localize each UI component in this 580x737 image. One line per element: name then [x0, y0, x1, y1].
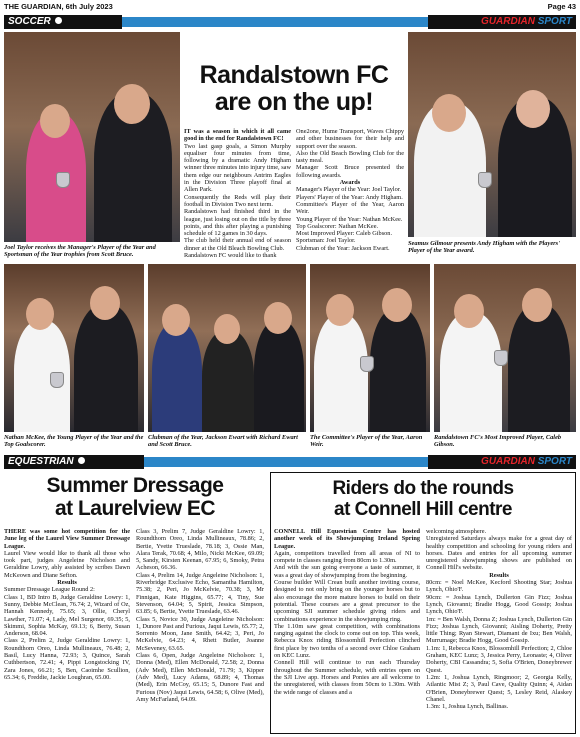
photo-jackson-ewart	[148, 264, 306, 432]
caption-andy-higham: Seamus Gilmour presents Andy Higham with the Players' Player of the Year award.	[408, 240, 560, 255]
dressage-article-col2: Class 3, Prelim 7, Judge Geraldine Lowry: 1, Roundthorn Oreo, Linda Mullineaux, 78.86; 2, Bertie, Yvette Trueslade, 78.18; 3, Ossie Man, Alara Terak, 70.68; 4, Milo, Nicki McKee, 69.09; 5, Sandy, Kirsten Keenan, 67.95; 6, Smoky, Petra Acheson, 66.36. Class 4, Prelim 14, Judge Angeleine Nicholson: 1, Riverbridge Exclusive Echo, Samantha Hamilton, 75.38; 2, Peri, Jo McKelvie, 70.38; 3, Mr Finnigan, Kate Higgins, 65.77; 4, Tiny, Sue Stevenson, 64.04; 5, Spirit, Jessica Simpson, 63.85; 6, Bertie, Yvette Trueslade, 63.46. Class 5, Novice 30, Judge Angeleine Nicholson: 1, Dunore Past and Furious, Jaqui Lewis, 65.77; 2, Sorrento Moon, Jane Smith, 64.42; 3, Peri, Jo McKelvie, 64.23; 4, Rhett Butler, Joanne McSeveney, 63.65. Class 6, Open, Judge Angeleine Nicholson: 1, Donna (Med), Ellen McDonald, 72.58; 2, Donna (Adv Med), Ellen McDonald, 71.79; 3, Kipper (Adv Med), Lucy Adams, 68.89; 4, Thomas (Med), Erin McCoy, 65.15; 5, Dunore Fast and Furious (Nov) Jaqui Lewis, 64.58; 6, Olive (Med), Amy McFarland, 64.09.	[136, 528, 264, 703]
paper-date: THE GUARDIAN, 6th July 2023	[4, 2, 113, 11]
equestrian-blue-strip	[144, 457, 428, 467]
equestrian-section-bar	[4, 455, 144, 469]
soccer-article-col1: IT was a season in which it all came good in the end for Randalstown FC! Two last gasp goals, a Simon Murphy equaliser four minutes from time, following by a dramatic Andy Higham winner three minutes into injury time, saw them edge our neighbours Antrim Eagles in the Division Three playoff final at Allen Park. Consequently the Reds will play their football in Division Two next term. Randalstown had finished third in the league, just losing out on the title by three points, and this after playing a punishing schedule of 12 games in 30 days. The club held their annual end of season dinner at the Old Bleach Bowling Club. Randalstown FC would like to thank	[184, 128, 291, 258]
guardian-sport-brand-2	[428, 455, 576, 469]
connell-hill-article-col1: CONNELL Hill Equestrian Centre has hosted another week of its Showjumping Ireland Spring League. Again, competitors travelled from all areas of NI to compete in classes ranging from 80cm to 1.30m. And with the sun going everyone a taste of summer, it was a great day of showjumping from the beginning. Course builder Will Crean built another inviting course, designed to not only bring on the younger horses but to also encourage the more mature horses to build on their potential. These courses are a great precursor to the upcoming SJI summer schedule giving riders and combinations experience in the showjumping ring. The 1.10m saw great competition, with combinations ranging against the clock to come out on top. This week, Rebecca Knox riding Blossomhill Perfection clinched first place by two tenths of a second over Chloe Graham on KEC Lunz. Connell Hill will continue to run each Thursday throughout the Summer schedule, with entries open on the SJI Live app. Horses and Ponies are all welcome to the unregistered, with classes from 50cm to 1.30m. With the wide range of classes and a	[274, 528, 420, 696]
brand-sport: SPORT	[537, 16, 572, 27]
guardian-sport-brand	[428, 15, 576, 29]
brand-guardian: GUARDIAN	[481, 16, 535, 27]
photo-aaron-weir	[310, 264, 430, 432]
trophy-icon	[56, 172, 70, 188]
trophy-icon	[494, 350, 508, 366]
caption-aaron-weir: The Committee's Player of the Year, Aaron Weir.	[310, 434, 423, 449]
trophy-icon	[360, 356, 374, 372]
dressage-article-col1: THERE was some hot competition for the June leg of the Laurel View Summer Dressage League. Laurel View would like to thank all those who took part, judges Angeleine Nicholson and Geraldine Lowry, ably assisted by scribes Dawn McKeown and Diane Sefton. Results Summer Dressage League Round 2: Class 1, BD Intro B, Judge Geraldine Lowry: 1, Sunny, Debbie McClean, 76.74; 2, Wizard of Oz, Hannah Kennedy, 75.65; 3, Ollie, Cheryl Lawther, 71.07; 4, Lady, Mel Surgenor, 69.35; 5, Skimmi, Sophia McKay, 69.13; 6, Berty, Susan Anderson, 68.04. Class 2, Prelim 2, Judge Geraldine Lowry: 1, Roundthorn Oreo, Linda Mullineaux, 76.48; 2, Basil, Lucy Hanna, 72.93; 3, Quince, Sarah Cuthbertson, 72.41; 4, Pippi Longstocking IV, Zara Jones, 66.21; 5, Ben, Caoimhe Scullion, 65.34; 6, Freddie, Jackie Loughran, 65.00.	[4, 528, 130, 681]
soccer-headline: Randalstown FC are on the up!	[199, 61, 389, 116]
trophy-icon	[50, 372, 64, 388]
photo-nathan-mckee	[4, 264, 144, 432]
caption-nathan-mckee: Nathan McKee, the Young Player of the Year and the Top Goalscorer.	[4, 434, 144, 449]
caption-caleb-gibson: Randalstown FC's Most Improved Player, Caleb Gibson.	[434, 434, 562, 449]
dressage-headline: Summer Dressage at Laurelview EC	[46, 474, 224, 520]
caption-jackson-ewart: Clubman of the Year, Jackson Ewart with Richard Ewart and Scott Bruce.	[148, 434, 298, 449]
caption-joel-taylor: Joel Taylor receives the Manager's Player of the Year and Sportsman of the Year trophies from Scott Bruce.	[4, 244, 156, 259]
page-header	[4, 2, 576, 14]
connell-hill-headline: Riders do the rounds at Connell Hill centre	[332, 478, 514, 520]
photo-joel-taylor	[4, 32, 180, 242]
football-icon	[54, 16, 63, 25]
equestrian-tag: EQUESTRIAN	[8, 456, 74, 467]
brand-sport: SPORT	[537, 456, 572, 467]
soccer-section-bar	[4, 15, 122, 29]
brand-guardian: GUARDIAN	[481, 456, 535, 467]
horseshoe-icon	[77, 456, 86, 465]
trophy-icon	[478, 172, 492, 188]
page-number: Page 43	[547, 2, 576, 11]
connell-hill-article-col2: welcoming atmosphere. Unregistered Saturdays always make for a great day of healthy competition and schooling for young riders and horses. Dates and entries for all upcoming summer unregistered showjumping shows are published on Connell Hill's website. Results 80cm: = Noel McKee, Kecford Shooting Star; Joshua Lynch, Ohio'F. 90cm: = Joshua Lynch, Dullerton Gin Fizz; Joshua Lynch, Giovanni; Bradie Hogg, Good Gossip; Joshua Lynch, Ohio'F. 1m: = Ben Walsh, Donna Z; Joshua Lynch, Dullerton Gin Fizz; Joshua Lynch, Giovanni; Aisling Doherty, Pretty little Thing; Ryan Stewart, Diamant de Ixu; Ben Walsh, Murrumage; Bradie Hogg, Good Gossip. 1.1m: 1, Rebecca Knox, Blossomhill Perfection; 2, Chloe Graham, KEC Lunz; 3, Jessica Perry, Leonaste; 4, Oliver Doherty, CBI Cassandra; 5, Sofia O'Brien, Doneybrewer Quest. 1.2m: 1, Joshua Lynch, Ringmoor; 2, Georgia Kelly, Atlantic Mist Z; 3, Paul Cave, Quality Quinn; 4, Aidan O'Brien, Doneybrewer Quest; 5, Lesley Reid, Alaskey Chanel. 1.3m: 1, Joshua Lynch, Ballinas.	[426, 528, 572, 711]
soccer-article-col2: One2one, Hume Transport, Waves Chippy and other businesses for their help and support over the season. Also the Old Beach Bowling Club for the tasty meal. Manager Scott Bruce presented the following awards. Awards Manager's Player of the Year: Joel Taylor. Players' Player of the Year: Andy Higham. Committee's Player of the Year, Aaron Weir. Young Player of the Year: Nathan McKee. Top Goalscorer: Nathan McKee. Most Improved Player: Caleb Gibson. Sportsman: Joel Taylor. Clubman of the Year: Jackson Ewart.	[296, 128, 404, 252]
photo-andy-higham	[408, 32, 576, 237]
soccer-tag: SOCCER	[8, 16, 51, 27]
soccer-blue-strip	[122, 17, 428, 27]
photo-caleb-gibson	[434, 264, 576, 432]
